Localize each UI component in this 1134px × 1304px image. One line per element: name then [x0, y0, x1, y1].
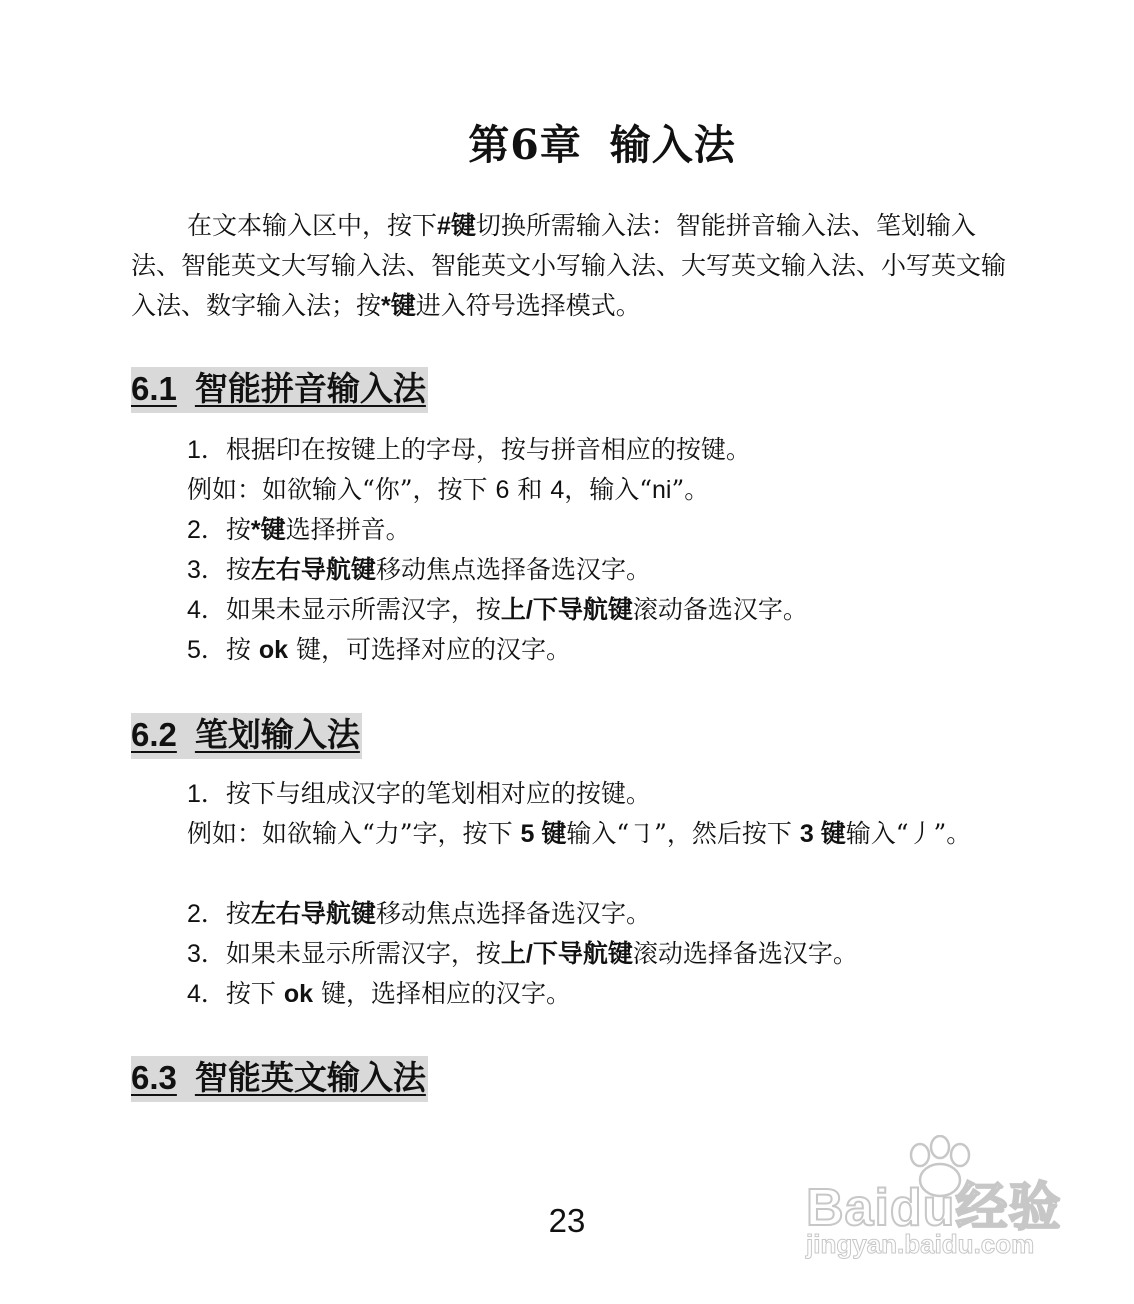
step-number: 2．	[187, 516, 226, 544]
step-text: 按	[225, 899, 251, 928]
example-text: 输入“丿”。	[845, 819, 972, 848]
chapter-title-prefix: 第	[468, 121, 511, 169]
step-text: 键，选择相应的汉字。	[313, 979, 571, 1008]
chapter-title	[0, 112, 1134, 171]
step-item	[187, 894, 651, 934]
step-text: 键，可选择对应的汉字。	[288, 635, 571, 664]
section-title: 智能英文输入法	[194, 1059, 426, 1096]
step-text: 如果未显示所需汉字，按	[225, 595, 501, 624]
example-paragraph	[131, 814, 1011, 854]
step-item	[187, 934, 858, 974]
example-key: 5 键	[520, 820, 567, 848]
intro-star-key: *键	[381, 292, 416, 320]
section-number: 6.2	[131, 716, 177, 753]
step-item	[187, 630, 571, 670]
step-number: 3．	[187, 940, 226, 968]
step-number: 4．	[187, 980, 226, 1008]
step-text: 按下	[225, 979, 284, 1008]
intro-text-2: 切换所需输入法：智能拼音输入法、笔划输入法、智能英文大写输入法、智能英文小写输入法、大写英文输入法、小写英文输入法、数字输入法；按	[131, 211, 1007, 320]
intro-text-3: 进入符号选择模式。	[415, 291, 641, 320]
step-item	[187, 774, 651, 814]
intro-hash-key: #键	[437, 212, 476, 240]
intro-text-1: 在文本输入区中，按下	[187, 211, 438, 240]
section-heading-6-2	[131, 713, 362, 759]
section-heading-6-3	[131, 1056, 428, 1102]
intro-paragraph	[131, 206, 1011, 326]
step-text: 移动焦点选择备选汉字。	[375, 555, 651, 584]
example-key: 4	[550, 476, 565, 504]
example-pinyin: ni	[652, 476, 672, 504]
example-text: ”。	[671, 475, 710, 504]
step-text: 滚动选择备选汉字。	[632, 939, 858, 968]
step-key: 上/下导航键	[500, 940, 633, 968]
step-key: *键	[250, 516, 286, 544]
step-key: 左右导航键	[250, 556, 376, 584]
step-text: 按下与组成汉字的笔划相对应的按键。	[225, 779, 651, 808]
watermark-brand: Baidu经验	[806, 1179, 1062, 1237]
section-title: 智能拼音输入法	[194, 370, 426, 407]
step-text: 按	[225, 555, 251, 584]
example-text: 例如：如欲输入“力”字，按下	[187, 819, 521, 848]
example-text: 和	[509, 475, 551, 504]
chapter-number: 6	[510, 121, 540, 169]
chapter-title-suffix: 章	[539, 121, 582, 169]
baidu-watermark	[800, 1135, 1100, 1265]
step-item	[187, 550, 651, 590]
step-key: ok	[258, 636, 289, 664]
section-number: 6.1	[131, 370, 177, 407]
step-text: 滚动备选汉字。	[632, 595, 808, 624]
step-item	[187, 974, 571, 1014]
example-text: 例如：如欲输入“你”，按下	[187, 475, 496, 504]
step-text: 选择拼音。	[285, 515, 411, 544]
step-number: 1．	[187, 436, 226, 464]
step-number: 3．	[187, 556, 226, 584]
step-text: 按	[225, 515, 251, 544]
page-number: 23	[548, 1202, 586, 1239]
step-number: 5．	[187, 636, 226, 664]
step-text: 按	[225, 635, 259, 664]
step-text: 根据印在按键上的字母，按与拼音相应的按键。	[225, 435, 751, 464]
step-key: 左右导航键	[250, 900, 376, 928]
section-title: 笔划输入法	[194, 716, 360, 753]
example-line	[187, 470, 709, 510]
section-number: 6.3	[131, 1059, 177, 1096]
step-number: 2．	[187, 900, 226, 928]
step-text: 移动焦点选择备选汉字。	[375, 899, 651, 928]
step-number: 1．	[187, 780, 226, 808]
step-item	[187, 430, 751, 470]
chapter-title-text: 输入法	[609, 121, 736, 169]
example-text: 输入“㇆”，然后按下	[566, 819, 800, 848]
step-text: 如果未显示所需汉字，按	[225, 939, 501, 968]
example-key: 3 键	[799, 820, 846, 848]
step-number: 4．	[187, 596, 226, 624]
watermark-url: jingyan.baidu.com	[806, 1229, 1035, 1259]
step-item	[187, 590, 808, 630]
step-key: 上/下导航键	[500, 596, 633, 624]
example-key: 6	[495, 476, 510, 504]
step-item	[187, 510, 411, 550]
section-heading-6-1	[131, 367, 428, 413]
example-text: ，输入“	[564, 475, 653, 504]
step-key: ok	[283, 980, 314, 1008]
